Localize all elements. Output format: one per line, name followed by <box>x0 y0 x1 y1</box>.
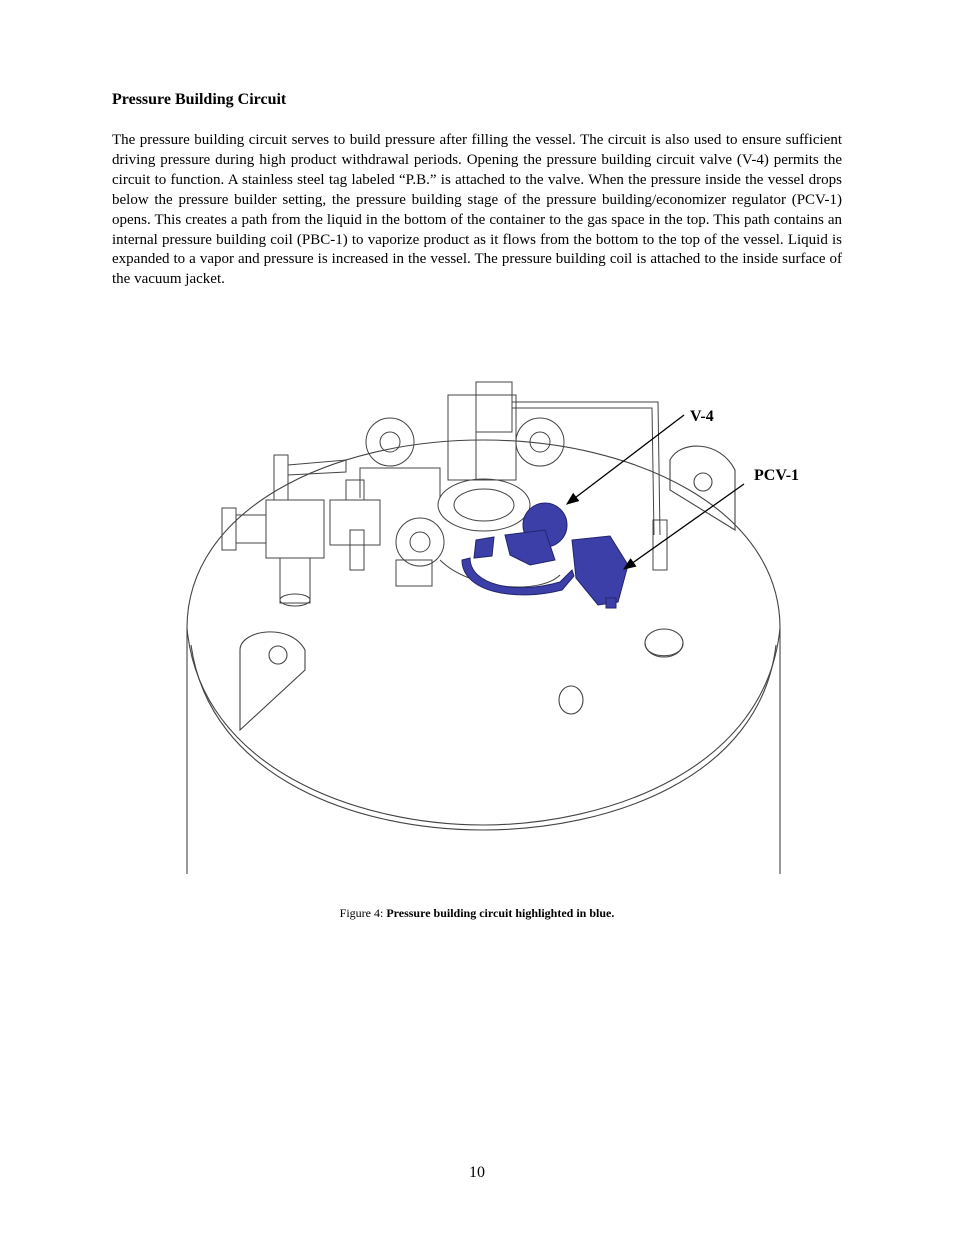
vessel-outline <box>187 440 780 874</box>
page-number: 10 <box>469 1164 485 1181</box>
callout-v4-label: V-4 <box>690 408 714 425</box>
section-heading: Pressure Building Circuit <box>112 91 287 108</box>
caption-prefix: Figure 4: <box>339 906 384 920</box>
body-paragraph: The pressure building circuit serves to build pressure after filling the vessel. The circuit is also used to ensure sufficient driving pressure during high product withdrawal periods. Opening the pressure building circuit valve (V-4) permits the circuit to function. A stainless steel tag labeled “P.B.” is attached to the valve. When the pressure inside the vessel drops below the pressure builder setting, the pressure building stage of the pressure building/economizer regulator (PCV-1) opens. This creates a path from the liquid in the bottom of the container to the gas space in the top. This path contains an internal pressure building coil (PBC-1) to vaporize product as it flows from the bottom to the top of the vessel. Liquid is expanded to a vapor and pressure is increased in the vessel. The pressure building coil is attached to the inside surface of the vacuum jacket. <box>112 132 842 288</box>
pressure-building-circuit-highlight <box>462 503 628 608</box>
vessel-diagram <box>0 360 954 880</box>
figure-caption <box>0 906 954 921</box>
callout-pcv1-label: PCV-1 <box>754 467 800 484</box>
caption-text: Pressure building circuit highlighted in blue. <box>386 906 615 920</box>
